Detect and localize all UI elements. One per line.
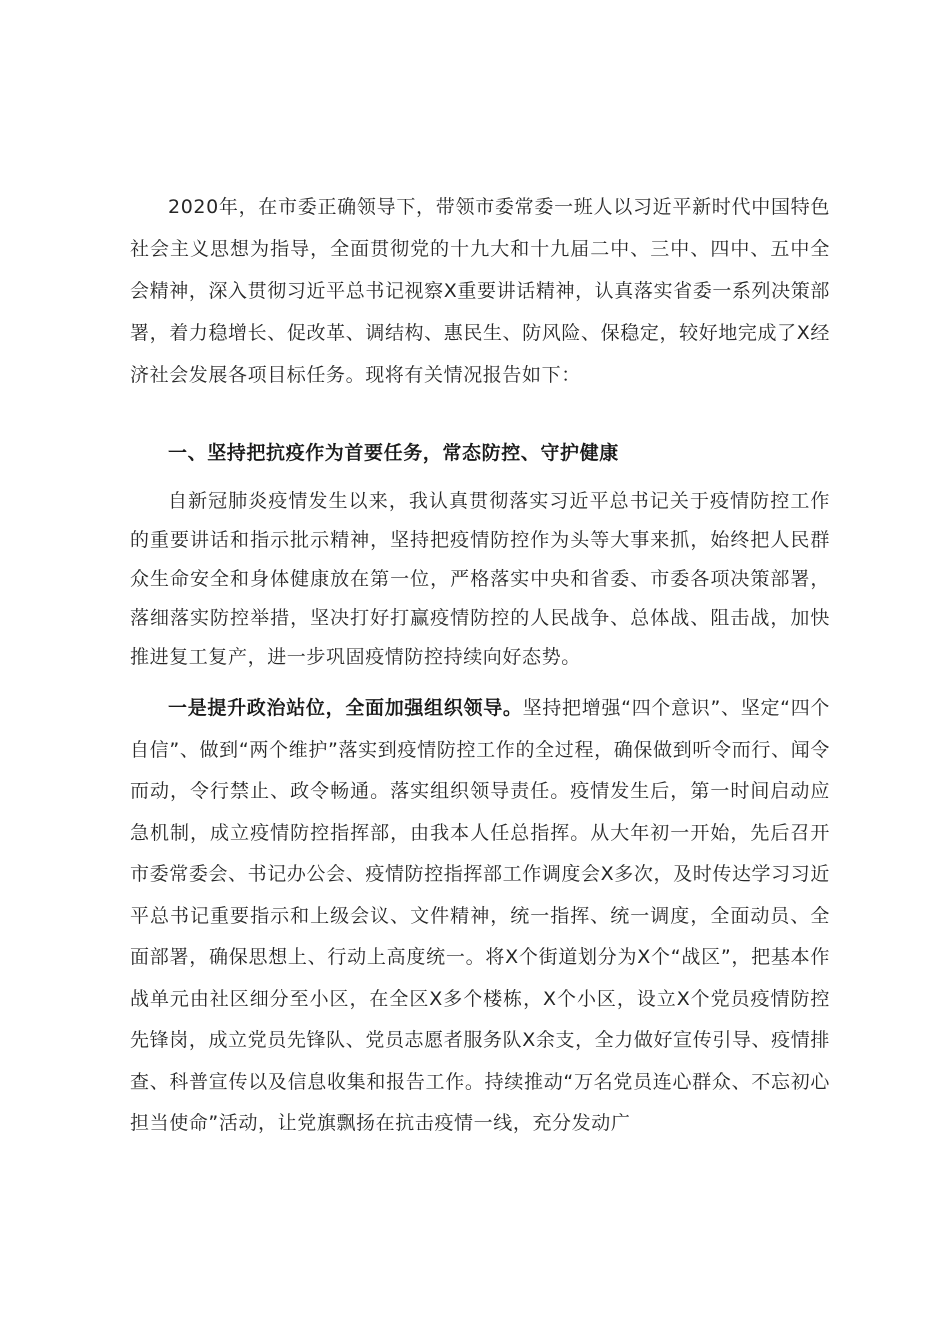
point-1-paragraph [130, 688, 830, 1145]
intro-paragraph: 2020年，在市委正确领导下，带领市委常委一班人以习近平新时代中国特色社会主义思想为指导，全面贯彻党的十九大和十九届二中、三中、四中、五中全会精神，深入贯彻习近平总书记视察X重要讲话精神，认真落实省委一系列决策部署，着力稳增长、促改革、调结构、惠民生、防风险、保稳定，较好地完成了X经济社会发展各项目标任务。现将有关情况报告如下： [130, 196, 830, 386]
section-heading-block [130, 434, 830, 472]
section-1-paragraph-block [130, 482, 830, 677]
point-1-body: 坚持把增强“四个意识”、坚定“四个自信”、做到“两个维护”落实到疫情防控工作的全过程，确保做到听令而行、闻令而动，令行禁止、政令畅通。落实组织领导责任。疫情发生后，第一时间启动应急机制，成立疫情防控指挥部，由我本人任总指挥。从大年初一开始，先后召开市委常委会、书记办公会、疫情防控指挥部工作调度会X多次，及时传达学习习近平总书记重要指示和上级会议、文件精神，统一指挥、统一调度，全面动员、全面部署，确保思想上、行动上高度统一。将X个街道划分为X个“战区”，把基本作战单元由社区细分至小区，在全区X多个楼栋，X个小区，设立X个党员疫情防控先锋岗，成立党员先锋队、党员志愿者服务队X余支，全力做好宣传引导、疫情排查、科普宣传以及信息收集和报告工作。持续推动“万名党员连心群众、不忘初心担当使命”活动，让党旗飘扬在抗击疫情一线，充分发动广 [130, 697, 830, 1134]
point-1-lead: 一是提升政治站位，全面加强组织领导。 [168, 697, 523, 719]
point-1-paragraph-block [130, 688, 830, 1145]
section-1-paragraph: 自新冠肺炎疫情发生以来，我认真贯彻落实习近平总书记关于疫情防控工作的重要讲话和指示批示精神，坚持把疫情防控作为头等大事来抓，始终把人民群众生命安全和身体健康放在第一位，严格落实中央和省委、市委各项决策部署，落细落实防控举措，坚决打好打赢疫情防控的人民战争、总体战、阻击战，加快推进复工复产，进一步巩固疫情防控持续向好态势。 [130, 490, 830, 668]
intro-paragraph-block [130, 186, 830, 396]
section-heading-1: 一、坚持把抗疫作为首要任务，常态防控、守护健康 [168, 442, 619, 464]
